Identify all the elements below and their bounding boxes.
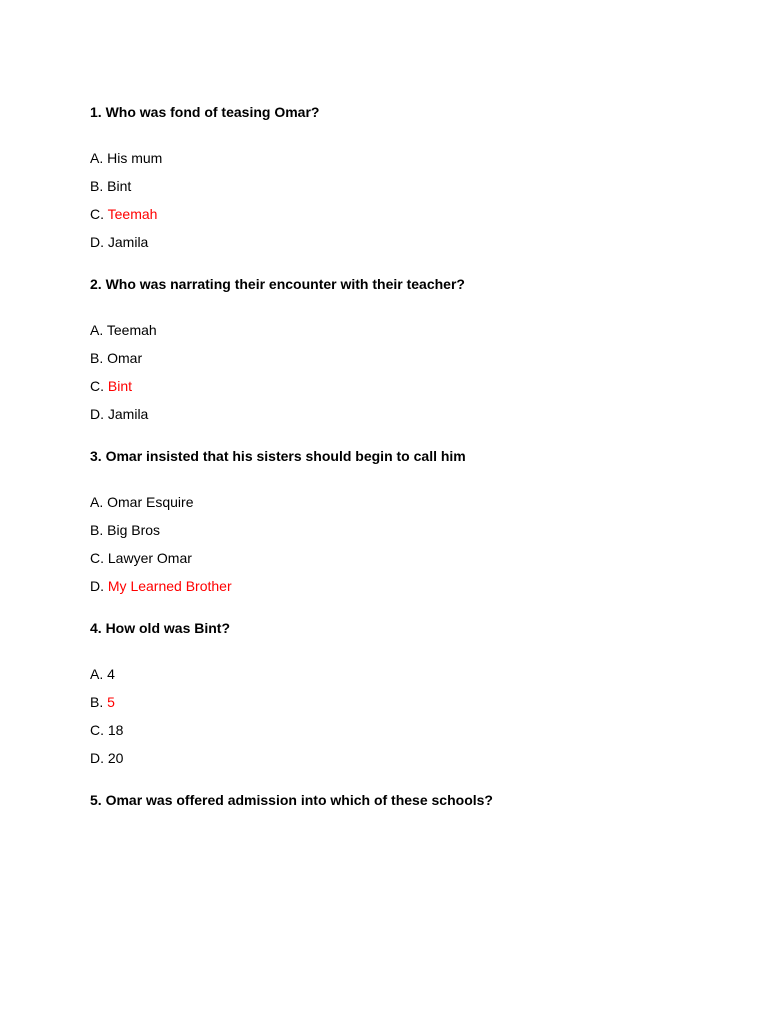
question-1 — [90, 102, 730, 260]
option-letter: A. — [90, 494, 104, 510]
option-c-correct — [90, 204, 730, 232]
option-c — [90, 720, 730, 748]
option-a — [90, 320, 730, 348]
question-title: 3. Omar insisted that his sisters should begin to call him — [90, 448, 466, 464]
correct-answer-text: 5 — [107, 694, 115, 710]
option-letter: B. — [90, 178, 104, 194]
option-letter: D. — [90, 234, 104, 250]
option-text: 4 — [107, 666, 115, 682]
option-b — [90, 520, 730, 548]
option-text: Teemah — [106, 322, 157, 338]
option-text: Big Bros — [107, 522, 161, 538]
option-text: Lawyer Omar — [107, 550, 192, 566]
correct-answer-text: Teemah — [107, 206, 158, 222]
option-c — [90, 548, 730, 576]
option-a — [90, 148, 730, 176]
option-letter: B. — [90, 694, 104, 710]
option-a — [90, 492, 730, 520]
option-letter: D. — [90, 406, 104, 422]
option-d — [90, 232, 730, 260]
option-d — [90, 748, 730, 776]
question-title: 1. Who was fond of teasing Omar? — [90, 104, 320, 120]
option-letter: A. — [90, 150, 104, 166]
option-letter: C. — [90, 722, 104, 738]
option-text: Bint — [107, 178, 132, 194]
option-letter: A. — [90, 322, 104, 338]
option-b-correct — [90, 692, 730, 720]
option-c-correct — [90, 376, 730, 404]
option-letter: D. — [90, 750, 104, 766]
question-title: 5. Omar was offered admission into which of these schools? — [90, 792, 493, 808]
option-text: Omar Esquire — [107, 494, 194, 510]
option-b — [90, 176, 730, 204]
question-title: 2. Who was narrating their encounter with their teacher? — [90, 276, 465, 292]
question-2 — [90, 274, 730, 432]
option-a — [90, 664, 730, 692]
option-b — [90, 348, 730, 376]
correct-answer-text: Bint — [107, 378, 133, 394]
option-text: Omar — [107, 350, 143, 366]
option-letter: B. — [90, 350, 104, 366]
question-3 — [90, 446, 730, 604]
question-4 — [90, 618, 730, 776]
option-letter: C. — [90, 550, 104, 566]
correct-answer-text: My Learned Brother — [107, 578, 232, 594]
option-text: Jamila — [107, 406, 149, 422]
option-d-correct — [90, 576, 730, 604]
option-letter: A. — [90, 666, 104, 682]
option-letter: C. — [90, 378, 104, 394]
option-letter: C. — [90, 206, 104, 222]
option-text: Jamila — [107, 234, 149, 250]
option-text: His mum — [107, 150, 163, 166]
option-d — [90, 404, 730, 432]
quiz-document — [90, 102, 730, 836]
option-text: 20 — [107, 750, 124, 766]
option-letter: D. — [90, 578, 104, 594]
question-5 — [90, 790, 730, 810]
option-letter: B. — [90, 522, 104, 538]
option-text: 18 — [107, 722, 124, 738]
question-title: 4. How old was Bint? — [90, 620, 231, 636]
